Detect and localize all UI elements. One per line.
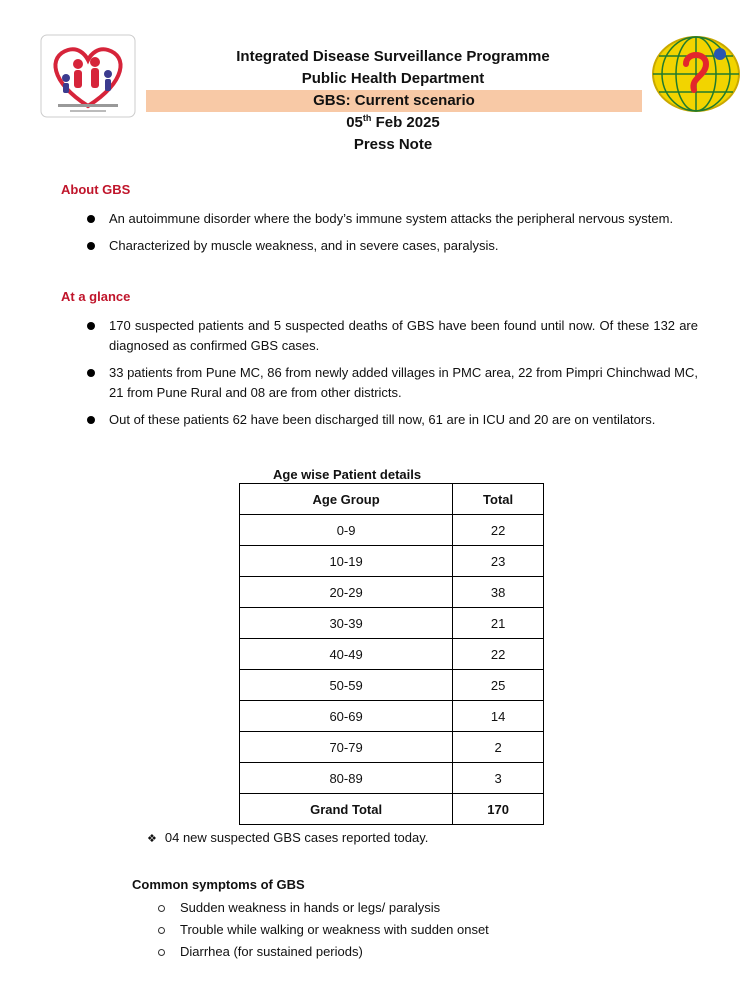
list-item: 33 patients from Pune MC, 86 from newly added villages in PMC area, 22 from Pimpri Chinchwad MC, 21 from Pune Rural and 08 are from other districts.	[82, 363, 698, 403]
age-group-cell: 50-59	[240, 670, 453, 701]
grand-total-value: 170	[453, 794, 544, 825]
total-cell: 3	[453, 763, 544, 794]
age-group-cell: 70-79	[240, 732, 453, 763]
table-row	[240, 701, 544, 732]
programme-title: Integrated Disease Surveillance Programme	[236, 48, 550, 65]
age-group-cell: 40-49	[240, 639, 453, 670]
total-cell: 38	[453, 577, 544, 608]
new-cases-text: 04 new suspected GBS cases reported today.	[164, 830, 429, 845]
diamond-bullet-icon: ❖	[147, 833, 157, 845]
about-gbs-heading: About GBS	[61, 182, 131, 197]
total-cell: 23	[453, 546, 544, 577]
list-item: 170 suspected patients and 5 suspected deaths of GBS have been found until now. Of these 132 are diagnosed as confirmed GBS cases.	[82, 316, 698, 356]
table-row	[240, 732, 544, 763]
age-group-cell: 60-69	[240, 701, 453, 732]
new-cases-note	[147, 830, 428, 845]
table-row	[240, 763, 544, 794]
date-suffix: th	[362, 113, 372, 123]
press-note-title: Press Note	[353, 136, 433, 153]
age-group-cell: 0-9	[240, 515, 453, 546]
about-gbs-list	[82, 209, 698, 263]
department-title: Public Health Department	[301, 70, 485, 87]
table-row	[240, 546, 544, 577]
symptoms-list	[158, 897, 489, 963]
date-month-year: Feb 2025	[371, 114, 440, 131]
list-item: An autoimmune disorder where the body’s immune system attacks the peripheral nervous system.	[82, 209, 698, 229]
grand-total-label: Grand Total	[240, 794, 453, 825]
total-cell: 21	[453, 608, 544, 639]
list-item: Characterized by muscle weakness, and in severe cases, paralysis.	[82, 236, 698, 256]
age-group-cell: 80-89	[240, 763, 453, 794]
scenario-banner: GBS: Current scenario	[146, 90, 642, 112]
table-row	[240, 515, 544, 546]
table-row	[240, 608, 544, 639]
table-caption: Age wise Patient details	[273, 467, 422, 482]
at-a-glance-list	[82, 316, 698, 437]
document-header	[140, 46, 646, 156]
table-row	[240, 577, 544, 608]
age-group-cell: 10-19	[240, 546, 453, 577]
press-date	[140, 112, 646, 134]
table-row	[240, 670, 544, 701]
surveillance-globe-logo	[650, 34, 742, 114]
list-item: Trouble while walking or weakness with sudden onset	[158, 919, 489, 941]
at-a-glance-heading: At a glance	[61, 289, 131, 304]
total-cell: 22	[453, 639, 544, 670]
total-cell: 14	[453, 701, 544, 732]
symptoms-heading: Common symptoms of GBS	[132, 877, 305, 892]
total-cell: 25	[453, 670, 544, 701]
total-cell: 22	[453, 515, 544, 546]
age-group-cell: 30-39	[240, 608, 453, 639]
list-item: Sudden weakness in hands or legs/ paralysis	[158, 897, 489, 919]
list-item: Diarrhea (for sustained periods)	[158, 941, 489, 963]
list-item: Out of these patients 62 have been discharged till now, 61 are in ICU and 20 are on ventilators.	[82, 410, 698, 430]
grand-total-row	[240, 794, 544, 825]
column-header-age-group: Age Group	[240, 484, 453, 515]
date-day: 05	[346, 114, 363, 131]
age-group-cell: 20-29	[240, 577, 453, 608]
table-header-row	[240, 484, 544, 515]
public-health-logo	[40, 34, 136, 118]
column-header-total: Total	[453, 484, 544, 515]
total-cell: 2	[453, 732, 544, 763]
table-row	[240, 639, 544, 670]
age-wise-patient-table	[239, 483, 544, 825]
